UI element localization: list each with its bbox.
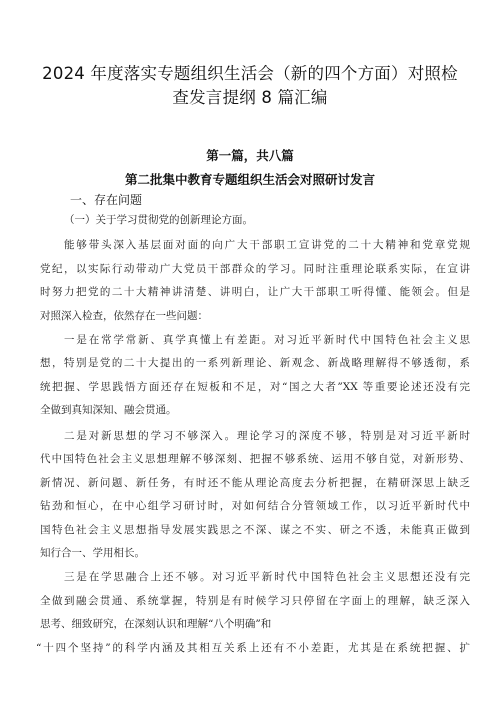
document-title-line: 2024 年度落实专题组织生活会（新的四个方面）对照检 [42,64,458,83]
paragraph-line: 全做到融会贯通、系统掌握，特别是有时候学习只停留在字面上的理解，缺乏深入 [40,595,470,607]
paragraph-line: 新情况、新问题、新任务，有时还不能从理论高度去分析把握，在精研深思上缺乏 [40,477,470,489]
part-label: 第一篇，共八篇 [206,148,294,163]
paragraph-line: 国特色社会主义思想指导发展实践思之不深、谋之不实、研之不透，未能真正做到 [40,524,470,536]
speech-title: 第二批集中教育专题组织生活会对照研讨发言 [124,172,375,187]
paragraph-line: （一）关于学习贯彻党的创新理论方面。 [64,214,253,226]
paragraph-line: 时努力把党的二十大精神讲清楚、讲明白，让广大干部职工听得懂、能领会。但是 [40,286,470,298]
paragraph-line: “十四个坚持”的科学内涵及其相互关系上还有不小差距，尤其是在系统把握、扩 [36,642,470,654]
paragraph-line: 代中国特色社会主义思想理解不够深刻、把握不够系统、运用不够自觉，对新形势、 [40,453,470,465]
paragraph-line: 统把握、学思践悟方面还存在短板和不足，对“国之大者”XX 等重要论述还没有完 [40,381,470,393]
paragraph-line: 一是在常学常新、真学真懂上有差距。对习近平新时代中国特色社会主义思 [64,334,470,346]
paragraph-line: 知行合一、学用相长。 [40,547,145,559]
paragraph-line: 党纪，以实际行动带动广大党员干部群众的学习。同时注重理论联系实际，在宣讲 [40,263,470,275]
paragraph-line: 思考、细致研究，在深刻认识和理解“八个明确”和 [40,618,272,630]
paragraph-line: 对照深入检查，依然存在一些问题： [40,310,208,322]
paragraph-line: 三是在学思融合上还不够。对习近平新时代中国特色社会主义思想还没有完 [64,571,470,583]
section-heading: 一、存在问题 [70,193,143,207]
document-title [40,62,460,110]
paragraph-line: 二是对新思想的学习不够深入。理论学习的深度不够，特别是对习近平新时 [64,430,470,442]
paragraph-line: 钻劲和恒心，在中心组学习研讨时，对如何结合分管领域工作，以习近平新时代中 [40,500,470,512]
document-title-line: 查发言提纲 8 篇汇编 [172,88,328,107]
paragraph-line: 全做到真知深知、融会贯通。 [40,404,177,416]
paragraph-line: 想，特别是党的二十大提出的一系列新理论、新观念、新战略理解得不够透彻，系 [40,357,470,369]
paragraph-line: 能够带头深入基层面对面的向广大干部职工宣讲党的二十大精神和党章党规 [64,239,470,251]
